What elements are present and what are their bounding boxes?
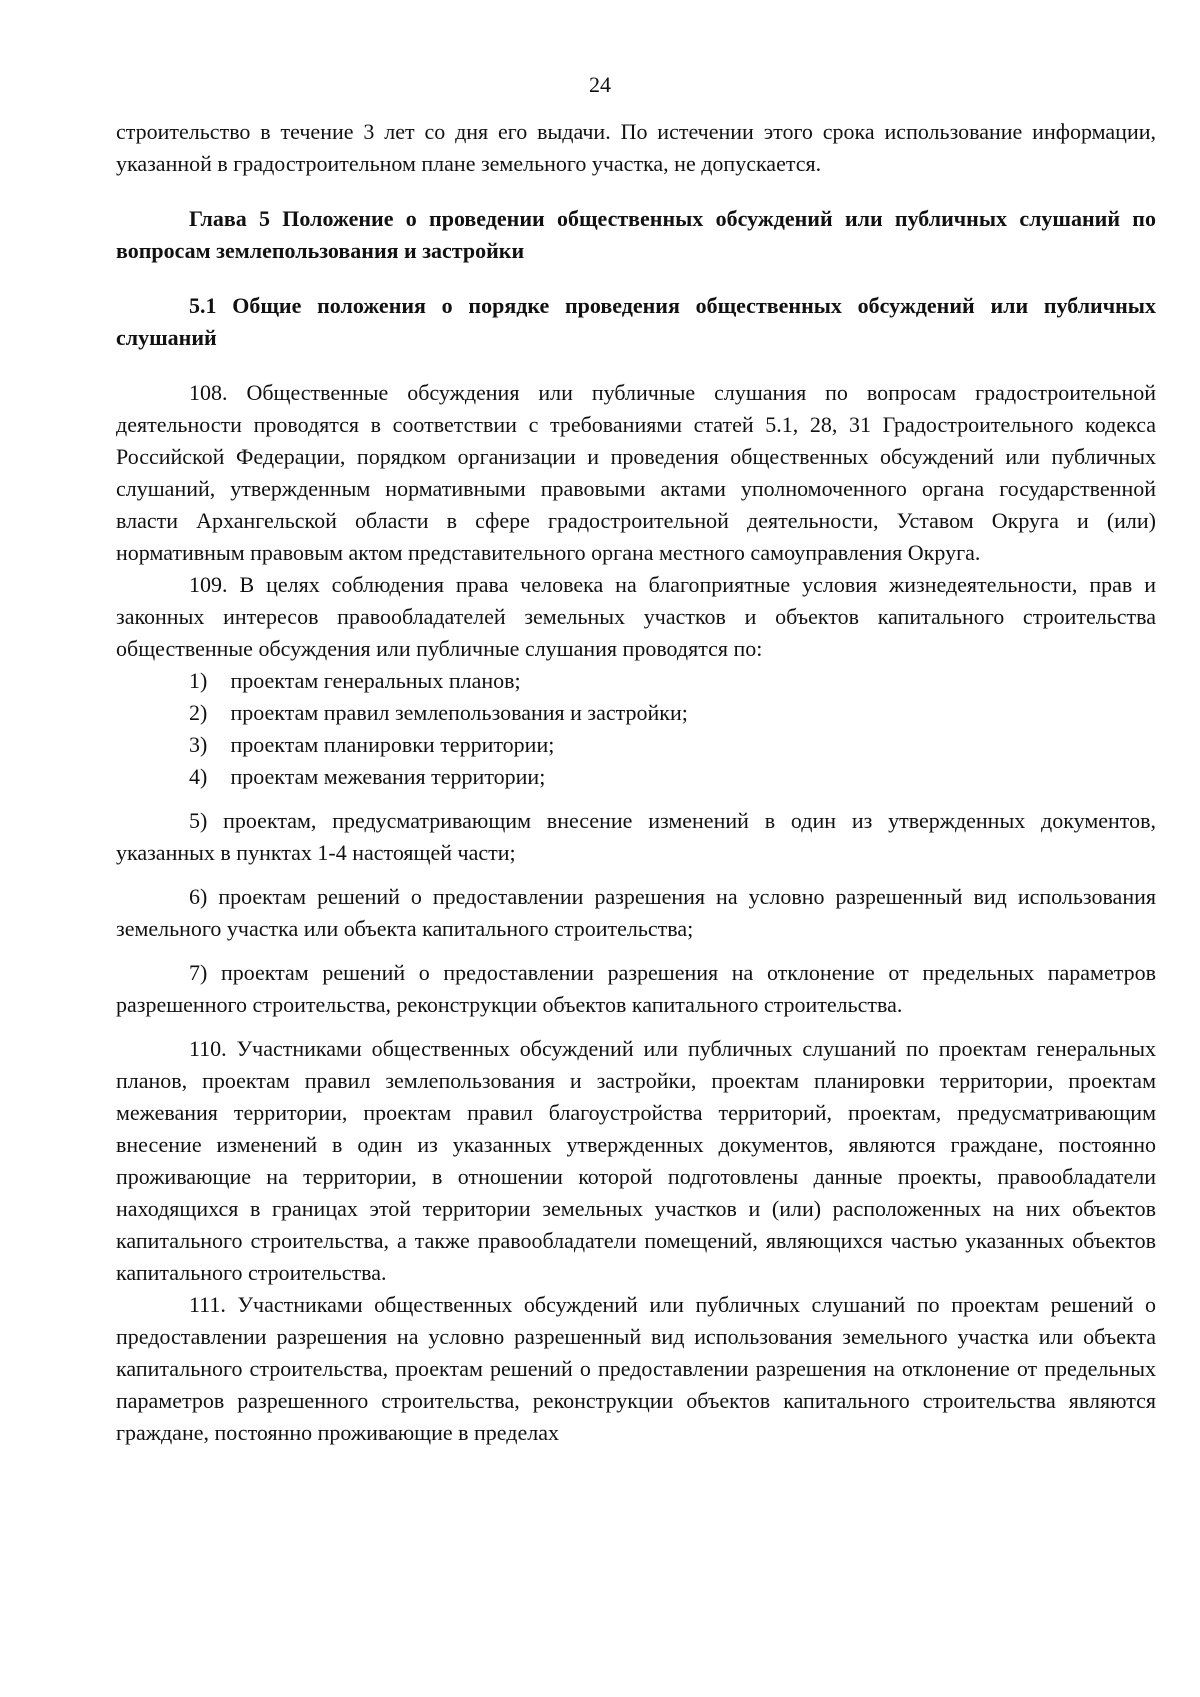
list-item-1 bbox=[116, 665, 1156, 697]
list-item-text: проектам планировки территории; bbox=[230, 732, 555, 757]
list-item-number: 5) bbox=[189, 808, 208, 833]
intro-paragraph: строительство в течение 3 лет со дня его выдачи. По истечении этого срока использование информации, указанной в градостроительном плане земельного участка, не допускается. bbox=[116, 119, 1156, 176]
list-item-number: 7) bbox=[189, 960, 208, 985]
list-item-4 bbox=[116, 761, 1156, 793]
list-item-text: проектам генеральных планов; bbox=[230, 668, 521, 693]
list-item-text: проектам правил землепользования и застройки; bbox=[230, 700, 688, 725]
chapter-heading: Глава 5 Положение о проведении общественных обсуждений или публичных слушаний по вопросам землепользования и застройки bbox=[116, 206, 1156, 263]
list-item-2 bbox=[116, 697, 1156, 729]
paragraph-110: 110. Участниками общественных обсуждений или публичных слушаний по проектам генеральных планов, проектам правил землепользования и застройки, проектам планировки территории, проектам межевания территории, проектам правил благоустройства территорий, проектам, предусматривающим внесение изменений в один из указанных утвержденных документов, являются граждане, постоянно проживающие на территории, в отношении которой подготовлены данные проекты, правообладатели находящихся в границах этой территории земельных участков и (или) расположенных на них объектов капитального строительства, а также правообладатели помещений, являющихся частью указанных объектов капитального строительства. bbox=[116, 1036, 1156, 1285]
list-item-text: проектам решений о предоставлении разрешения на условно разрешенный вид использования земельного участка или объекта капитального строительства; bbox=[116, 884, 1156, 941]
list-item-number: 3) bbox=[189, 732, 208, 757]
list-item-number: 2) bbox=[189, 700, 208, 725]
list-item-text: проектам межевания территории; bbox=[230, 764, 546, 789]
list-item-number: 4) bbox=[189, 764, 208, 789]
section-heading: 5.1 Общие положения о порядке проведения общественных обсуждений или публичных слушаний bbox=[116, 293, 1156, 350]
page-number: 24 bbox=[589, 72, 611, 97]
list-item-6 bbox=[116, 881, 1156, 945]
list-item-text: проектам решений о предоставлении разрешения на отклонение от предельных параметров разрешенного строительства, реконструкции объектов капитального строительства. bbox=[116, 960, 1157, 1017]
list-item-3 bbox=[116, 729, 1156, 761]
list-item-7 bbox=[116, 957, 1156, 1021]
paragraph-109: 109. В целях соблюдения права человека на благоприятные условия жизнедеятельности, прав и законных интересов правообладателей земельных участков и объектов капитального строительства общественные обсуждения или публичные слушания проводятся по: bbox=[116, 572, 1156, 661]
list-item-5 bbox=[116, 805, 1156, 869]
document-body bbox=[116, 116, 1156, 1449]
list-item-text: проектам, предусматривающим внесение изменений в один из утвержденных документов, указанных в пунктах 1-4 настоящей части; bbox=[116, 808, 1156, 865]
list-item-number: 6) bbox=[189, 884, 208, 909]
paragraph-111: 111. Участниками общественных обсуждений или публичных слушаний по проектам решений о предоставлении разрешения на условно разрешенный вид использования земельного участка или объекта капитального строительства, проектам решений о предоставлении разрешения на отклонение от предельных параметров разрешенного строительства, реконструкции объектов капитального строительства являются граждане, постоянно проживающие в пределах bbox=[116, 1292, 1156, 1445]
list-item-number: 1) bbox=[189, 668, 208, 693]
paragraph-108: 108. Общественные обсуждения или публичные слушания по вопросам градостроительной деятельности проводятся в соответствии с требованиями статей 5.1, 28, 31 Градостроительного кодекса Российской Федерации, порядком организации и проведения общественных обсуждений или публичных слушаний, утвержденным нормативными правовыми актами уполномоченного органа государственной власти Архангельской области в сфере градостроительной деятельности, Уставом Округа и (или) нормативным правовым актом представительного органа местного самоуправления Округа. bbox=[116, 380, 1156, 565]
